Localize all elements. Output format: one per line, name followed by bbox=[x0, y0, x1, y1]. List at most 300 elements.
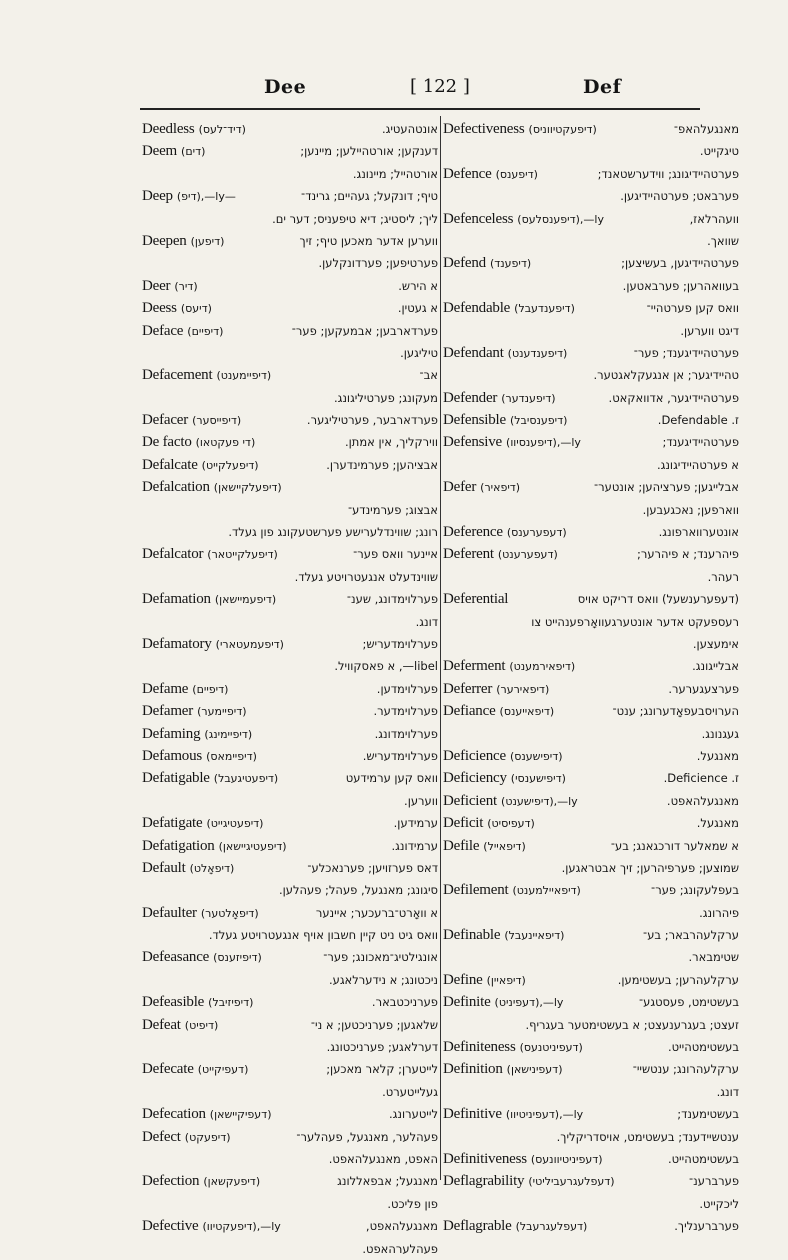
pronunciation: (דיפעלקייט) bbox=[201, 458, 259, 472]
headword: Defacement bbox=[142, 367, 213, 384]
definition-continued: געגנונג. bbox=[701, 726, 739, 741]
entry-line bbox=[443, 252, 739, 274]
definition: טיף; דונקעל; געהיים; גרינד־ bbox=[301, 189, 438, 204]
dictionary-entry bbox=[443, 1103, 739, 1148]
definition-continued: א פערטהיידיגונג. bbox=[656, 457, 739, 472]
pronunciation: (דיפענסיבל) bbox=[509, 414, 568, 428]
definition: א שמאלער דורכגאנג; בע־ bbox=[610, 838, 739, 853]
headword: Defalcator bbox=[142, 546, 204, 563]
pronunciation: (דיפענדער) bbox=[501, 391, 556, 405]
entry-line bbox=[142, 946, 438, 968]
headword: Defacer bbox=[142, 412, 189, 429]
dictionary-entry bbox=[443, 1058, 739, 1103]
entry-line bbox=[142, 342, 438, 364]
pronunciation: (דיפעטיגעבל) bbox=[213, 772, 279, 786]
entry-line bbox=[443, 700, 739, 722]
headword: Defamatory bbox=[142, 635, 212, 652]
definition: פערניכטבאר. bbox=[371, 995, 438, 1010]
pronunciation: (דיפעקשאן) bbox=[203, 1175, 261, 1189]
definition: אונטערווארפונג. bbox=[658, 525, 739, 540]
headword: Deficience bbox=[443, 747, 506, 764]
pronunciation: (דיפיימינג) bbox=[204, 727, 253, 741]
definition-continued: דיגט ווערען. bbox=[680, 323, 739, 338]
definition: (דעפערענשעל) וואס דריקט אויס bbox=[577, 592, 739, 607]
pronunciation: (דיפישענט),—ly bbox=[501, 794, 578, 808]
headword: Defenceless bbox=[443, 210, 514, 227]
entry-line bbox=[443, 566, 739, 588]
entry-line bbox=[443, 387, 739, 409]
entry-line bbox=[142, 879, 438, 901]
entry-line bbox=[443, 118, 739, 140]
definition: מאנגעל. bbox=[696, 816, 739, 831]
headword: Defensible bbox=[443, 412, 506, 429]
definition-continued: טיליגען. bbox=[400, 345, 438, 360]
headword: Deep bbox=[142, 188, 173, 205]
pronunciation: (דעפערענט) bbox=[497, 548, 558, 562]
entry-line bbox=[142, 1036, 438, 1058]
pronunciation: (דיפיימער) bbox=[197, 705, 247, 719]
headword: Deficient bbox=[443, 792, 498, 809]
page-header bbox=[140, 76, 700, 104]
headword: Defendant bbox=[443, 344, 504, 361]
definition: ז. Deficience. bbox=[663, 771, 739, 786]
entry-line bbox=[142, 185, 438, 207]
headword: Deferrer bbox=[443, 680, 493, 697]
headword: Defensive bbox=[443, 434, 503, 451]
dictionary-entry bbox=[443, 118, 739, 163]
entry-line bbox=[443, 588, 739, 610]
pronunciation: (דיפאייענס) bbox=[499, 705, 555, 719]
pronunciation: (דיפאירמענט) bbox=[509, 660, 576, 674]
entry-line bbox=[443, 163, 739, 185]
definition-continued: שמוצען; פערפיהרען; זיך אבטראגען. bbox=[561, 860, 739, 875]
left-column bbox=[142, 118, 438, 1260]
entry-line bbox=[142, 767, 438, 789]
entry-line bbox=[443, 745, 739, 767]
dictionary-entry bbox=[443, 252, 739, 297]
entry-line bbox=[443, 320, 739, 342]
headword: Defect bbox=[142, 1128, 181, 1145]
definition: פערדארבער, פערטיליגער. bbox=[306, 413, 438, 428]
entry-line bbox=[443, 991, 739, 1013]
definition: בעשטימטהייט. bbox=[667, 1151, 739, 1166]
definition-continued: פערטיפען; פערדונקלען. bbox=[318, 256, 438, 271]
definition-continued: ווערען. bbox=[404, 793, 438, 808]
definition-continued: רעהר. bbox=[707, 569, 739, 584]
definition: ערקלעהרונג; ענטשיי־ bbox=[632, 1062, 739, 1077]
entry-line bbox=[142, 1014, 438, 1036]
pronunciation: (דיפעמעטארי) bbox=[215, 637, 284, 651]
dictionary-entry bbox=[443, 588, 739, 655]
headword: Defatigate bbox=[142, 815, 203, 832]
headword: Defer bbox=[443, 479, 477, 496]
definition-continued: ליך; ליסטיג; דיא טיפעניס; דער ים. bbox=[272, 211, 438, 226]
headword: Defecation bbox=[142, 1106, 206, 1123]
headword: Defendable bbox=[443, 300, 511, 317]
definition: פערלוימדעריש. bbox=[362, 748, 438, 763]
dictionary-entry bbox=[142, 946, 438, 991]
entry-line bbox=[443, 767, 739, 789]
pronunciation: (דיפישענסי) bbox=[510, 772, 566, 786]
entry-line bbox=[443, 275, 739, 297]
pronunciation: (דים) bbox=[181, 145, 206, 159]
header-right-word: Def bbox=[583, 76, 622, 98]
definition: פערטהיידיגונג; ווידערשטאנד; bbox=[597, 166, 739, 181]
dictionary-entry bbox=[142, 320, 438, 365]
definition-continued: רעספעקט אדער אונטערגעוואָרפענהייט צו bbox=[531, 614, 739, 629]
definition-continued: וואס גיט ניט קיין חשבון אויף אנגעטרויטע געלד. bbox=[208, 928, 438, 943]
definition-continued: דונג. bbox=[716, 1084, 739, 1099]
definition: שלאגען; פערניכטען; א ני־ bbox=[310, 1017, 438, 1032]
headword: Defamous bbox=[142, 747, 203, 764]
entry-line bbox=[443, 342, 739, 364]
dictionary-entry bbox=[443, 700, 739, 745]
entry-line bbox=[443, 208, 739, 230]
dictionary-entry bbox=[443, 767, 739, 789]
pronunciation: (דיפענדעבל) bbox=[514, 302, 575, 316]
dictionary-entry bbox=[142, 185, 438, 230]
entry-line bbox=[142, 1126, 438, 1148]
definition: בעשטימענד; bbox=[677, 1107, 739, 1122]
pronunciation: (דיפיימענט) bbox=[216, 369, 272, 383]
pronunciation: (דיפעטיגיישאן) bbox=[218, 839, 287, 853]
dictionary-entry bbox=[142, 812, 438, 834]
definition: ז. Defendable. bbox=[657, 413, 739, 428]
pronunciation: (דיפעקט) bbox=[184, 1130, 231, 1144]
pronunciation: (דעפלעגרעביליטי) bbox=[528, 1175, 615, 1189]
pronunciation: (דעפיניטיוונעס) bbox=[530, 1152, 603, 1166]
entry-line bbox=[443, 924, 739, 946]
definition: מאנגעלהאפט, bbox=[365, 1219, 438, 1234]
definition-continued: אורטהייל; מיינונג. bbox=[352, 166, 438, 181]
dictionary-entry bbox=[142, 633, 438, 678]
pronunciation: (דיפען) bbox=[190, 234, 225, 248]
pronunciation: (דיפענדענט) bbox=[507, 346, 568, 360]
definition: מאנגעל. bbox=[696, 748, 739, 763]
dictionary-entry bbox=[443, 655, 739, 677]
definition: וועהרלאז, bbox=[689, 211, 739, 226]
definition: אונטהעטיג. bbox=[381, 122, 438, 136]
headword: Define bbox=[443, 971, 483, 988]
definition-continued: פעהלערהאפט. bbox=[362, 1241, 438, 1256]
entry-line bbox=[443, 499, 739, 521]
dictionary-entry bbox=[443, 745, 739, 767]
entry-line bbox=[443, 857, 739, 879]
definition: וואס קען פערטהיי־ bbox=[646, 301, 739, 316]
headword: Deem bbox=[142, 143, 178, 160]
pronunciation: (דיפאָלט) bbox=[189, 861, 235, 875]
dictionary-entry bbox=[443, 812, 739, 834]
entry-line bbox=[142, 140, 438, 162]
headword: Defalcate bbox=[142, 456, 198, 473]
dictionary-entry bbox=[443, 163, 739, 208]
entry-line bbox=[142, 208, 438, 230]
headword: Defiance bbox=[443, 703, 496, 720]
entry-line bbox=[142, 387, 438, 409]
entry-line bbox=[142, 163, 438, 185]
entry-line bbox=[142, 1103, 438, 1125]
pronunciation: (דיפיזענס) bbox=[213, 951, 262, 965]
pronunciation: (דעפיניטנעס) bbox=[519, 1041, 583, 1055]
entry-line bbox=[142, 454, 438, 476]
definition: מאנגעלהאפ־ bbox=[673, 122, 739, 136]
pronunciation: (דיפאיילמענט) bbox=[512, 884, 581, 898]
entry-line bbox=[443, 1193, 739, 1215]
dictionary-entry bbox=[443, 1170, 739, 1215]
dictionary-entry bbox=[142, 902, 438, 947]
definition: פערטהיידיגענד; bbox=[662, 435, 739, 450]
dictionary-entry bbox=[443, 431, 739, 476]
pronunciation: (דיפיזיבל) bbox=[208, 996, 254, 1010]
dictionary-entry bbox=[443, 476, 739, 521]
definition-continued: דונג. bbox=[415, 614, 438, 629]
definition: אבלייגונג. bbox=[692, 659, 739, 674]
pronunciation: (דיפענסלעס),—ly bbox=[517, 212, 604, 226]
headword: Default bbox=[142, 859, 186, 876]
pronunciation: (דיפיים) bbox=[192, 682, 229, 696]
headword: Deferment bbox=[443, 658, 506, 675]
definition: בעפלעקונג; פער־ bbox=[651, 883, 739, 898]
entry-line bbox=[443, 431, 739, 453]
dictionary-entry bbox=[142, 297, 438, 319]
dictionary-entry bbox=[142, 991, 438, 1013]
entry-line bbox=[443, 835, 739, 857]
definition: דענקען; אורטהיילען; מיינען; bbox=[300, 144, 438, 159]
headword: Defaulter bbox=[142, 904, 197, 921]
entry-line bbox=[443, 543, 739, 565]
dictionary-entry bbox=[443, 387, 739, 409]
right-column bbox=[443, 118, 739, 1238]
entry-line bbox=[142, 902, 438, 924]
dictionary-entry bbox=[142, 1014, 438, 1059]
headword: Deflagrability bbox=[443, 1173, 525, 1190]
definition-continued: שוואך. bbox=[707, 233, 739, 248]
headword: Deferent bbox=[443, 546, 494, 563]
headword: Defection bbox=[142, 1173, 200, 1190]
dictionary-entry bbox=[443, 342, 739, 387]
pronunciation: (דיפאיין) bbox=[486, 973, 526, 987]
entry-line bbox=[443, 1081, 739, 1103]
definition-continued: אימעצען. bbox=[692, 636, 739, 651]
definition: פערצעגערער. bbox=[668, 681, 739, 696]
entry-line bbox=[142, 275, 438, 297]
dictionary-entry bbox=[142, 476, 438, 543]
pronunciation: (דיפיימאס) bbox=[206, 749, 257, 763]
dictionary-entry bbox=[142, 1103, 438, 1125]
headword: Defeasance bbox=[142, 949, 210, 966]
entry-line bbox=[443, 1170, 739, 1192]
pronunciation: (דיפישענס) bbox=[509, 749, 563, 763]
definition-continued: אבצוג; פערמינדע־ bbox=[347, 502, 438, 517]
entry-line bbox=[142, 700, 438, 722]
entry-line bbox=[443, 812, 739, 834]
entry-line bbox=[142, 924, 438, 946]
definition: א וואָרט־ברעכער; איינער bbox=[315, 905, 438, 920]
headword: Defatigable bbox=[142, 770, 210, 787]
entry-line bbox=[443, 1014, 739, 1036]
definition-continued: פון פליכט. bbox=[387, 1196, 438, 1211]
headword: Deedless bbox=[142, 121, 195, 137]
definition: בעשטימט, פעסטגע־ bbox=[639, 995, 739, 1010]
headword: Defilement bbox=[443, 882, 509, 899]
pronunciation: (דיד־לעס) bbox=[198, 123, 246, 136]
definition-continued: ענטשיידענד; בעשטימט, אויסדריקליך. bbox=[556, 1129, 739, 1144]
pronunciation: (דעפלעגרעבל) bbox=[515, 1220, 588, 1234]
pronunciation: (דיעס) bbox=[180, 302, 212, 316]
definition: פעהלער, מאנגעל, פעהלער־ bbox=[296, 1129, 438, 1144]
pronunciation: (דעפינישאן) bbox=[506, 1063, 563, 1077]
dictionary-entry bbox=[142, 1126, 438, 1171]
definition: לייטערונג. bbox=[389, 1107, 438, 1122]
entry-line bbox=[142, 252, 438, 274]
entry-line bbox=[142, 409, 438, 431]
definition-continued: ניכטונג; א נידערלאגע. bbox=[328, 972, 438, 987]
headword: Defatigation bbox=[142, 837, 215, 854]
pronunciation: (דעפיקייט) bbox=[197, 1063, 249, 1077]
entry-line bbox=[142, 1081, 438, 1103]
headword: Deferential bbox=[443, 591, 509, 608]
definition: פערטהיידיגער, אדוואקאט. bbox=[608, 390, 739, 405]
headword: Deface bbox=[142, 322, 184, 339]
pronunciation: (דיפעלקייטאר) bbox=[207, 548, 278, 562]
dictionary-entry bbox=[443, 1215, 739, 1237]
entry-line bbox=[443, 902, 739, 924]
definition: פיהרענד; א פיהרער; bbox=[636, 547, 739, 562]
entry-line bbox=[142, 723, 438, 745]
pronunciation: (דיר) bbox=[174, 279, 198, 293]
definition-continued: שטימבאר. bbox=[688, 950, 739, 965]
dictionary-entry bbox=[443, 208, 739, 253]
headword: Definitiveness bbox=[443, 1150, 527, 1167]
definition: מאנגעל; אבפאללונג bbox=[337, 1174, 438, 1189]
headword: Definable bbox=[443, 927, 501, 944]
dictionary-entry bbox=[443, 835, 739, 880]
entry-line bbox=[443, 1036, 739, 1058]
entry-line bbox=[142, 1148, 438, 1170]
entry-line bbox=[443, 476, 739, 498]
dictionary-entry bbox=[142, 543, 438, 588]
dictionary-entry bbox=[142, 409, 438, 431]
entry-line bbox=[142, 1170, 438, 1192]
dictionary-entry bbox=[142, 140, 438, 185]
definition: פערטהיידיגען, בעשיצען; bbox=[621, 256, 739, 271]
headword: Defeasible bbox=[142, 994, 205, 1011]
dictionary-entry bbox=[142, 230, 438, 275]
pronunciation: (דיפיט) bbox=[184, 1018, 219, 1032]
entry-line bbox=[142, 633, 438, 655]
dictionary-entry bbox=[443, 1148, 739, 1170]
entry-line bbox=[142, 588, 438, 610]
entry-line bbox=[443, 969, 739, 991]
entry-line bbox=[142, 543, 438, 565]
dictionary-entry bbox=[142, 275, 438, 297]
definition-continued: דערלאגע; פערניכטונג. bbox=[326, 1040, 438, 1055]
headword: Defend bbox=[443, 255, 486, 272]
pronunciation: (דעפיסיט) bbox=[487, 817, 535, 831]
pronunciation: (דיפייסער) bbox=[192, 414, 242, 428]
definition: איינער וואס פער־ bbox=[353, 547, 438, 562]
headword: De facto bbox=[142, 434, 192, 451]
entry-line bbox=[443, 454, 739, 476]
dictionary-entry bbox=[443, 879, 739, 924]
entry-line bbox=[142, 230, 438, 252]
headword: Defile bbox=[443, 837, 480, 854]
pronunciation: (דעפיקיישאן) bbox=[209, 1108, 272, 1122]
entry-line bbox=[443, 297, 739, 319]
dictionary-entry bbox=[142, 588, 438, 633]
dictionary-entry bbox=[142, 364, 438, 409]
entry-line bbox=[443, 655, 739, 677]
dictionary-entry bbox=[443, 409, 739, 431]
definition: פערלוימדונג. bbox=[374, 726, 438, 741]
headword: Definitive bbox=[443, 1106, 502, 1123]
definition: אבלייגען; פערציהען; אונטער־ bbox=[594, 480, 739, 495]
definition-continued: שווינדעלט אנגעטרויטע געלד. bbox=[294, 569, 438, 584]
dictionary-entry bbox=[142, 857, 438, 902]
entry-line bbox=[443, 185, 739, 207]
pronunciation: (דיפעטיגייט) bbox=[206, 817, 264, 831]
headword: Definite bbox=[443, 994, 491, 1011]
headword: Deference bbox=[443, 524, 503, 541]
definition-continued: טהיידיגער; אן אנגעקלאגטער. bbox=[593, 368, 739, 383]
definition: אונגילטיג־מאכונג; פער־ bbox=[323, 950, 438, 965]
entry-line bbox=[443, 1058, 739, 1080]
dictionary-entry bbox=[443, 924, 739, 969]
definition: בעשטימטהייט. bbox=[667, 1040, 739, 1055]
entry-line bbox=[443, 364, 739, 386]
definition: ווערען אדער מאכען טיף; זיך bbox=[299, 233, 438, 248]
entry-line bbox=[443, 1148, 739, 1170]
definition: אבציהען; פערמינדערן. bbox=[326, 457, 438, 472]
dictionary-entry bbox=[142, 678, 438, 700]
headword: Definition bbox=[443, 1061, 503, 1078]
entry-line bbox=[142, 1058, 438, 1080]
definition: ערמידונג. bbox=[391, 838, 438, 853]
entry-line bbox=[142, 835, 438, 857]
headword: Deess bbox=[142, 300, 177, 317]
definition-continued: טיגקייט. bbox=[699, 144, 739, 159]
pronunciation: (דיפעקטיוו),—ly bbox=[202, 1220, 281, 1234]
definition: ערקלעהרען; בעשטימען. bbox=[617, 972, 739, 987]
entry-line bbox=[142, 1238, 438, 1260]
headword: Deepen bbox=[142, 232, 187, 249]
pronunciation: (דיפעקטיווניס) bbox=[528, 123, 597, 136]
entry-line bbox=[142, 678, 438, 700]
dictionary-entry bbox=[142, 700, 438, 722]
dictionary-entry bbox=[142, 454, 438, 476]
dictionary-entry bbox=[142, 118, 438, 140]
definition: הערויסבעפאָדערונג; ענט־ bbox=[612, 704, 739, 719]
headword: Deer bbox=[142, 277, 171, 294]
dictionary-entry bbox=[142, 745, 438, 767]
pronunciation: (דיפענד) bbox=[489, 257, 532, 271]
pronunciation: (דעפערענס) bbox=[506, 526, 567, 540]
dictionary-entry bbox=[443, 969, 739, 991]
entry-line bbox=[142, 118, 438, 140]
headword: Defamer bbox=[142, 703, 194, 720]
headword: Defender bbox=[443, 389, 498, 406]
dictionary-entry bbox=[142, 1058, 438, 1103]
headword: Defalcation bbox=[142, 479, 210, 496]
definition: דאס פערזויען; פערנאכלע־ bbox=[307, 860, 438, 875]
dictionary-entry bbox=[443, 991, 739, 1036]
entry-line bbox=[142, 611, 438, 633]
entry-line bbox=[142, 790, 438, 812]
pronunciation: (דיפיים) bbox=[187, 324, 224, 338]
entry-line bbox=[443, 879, 739, 901]
entry-line bbox=[142, 476, 438, 498]
headword: Deficit bbox=[443, 815, 484, 832]
